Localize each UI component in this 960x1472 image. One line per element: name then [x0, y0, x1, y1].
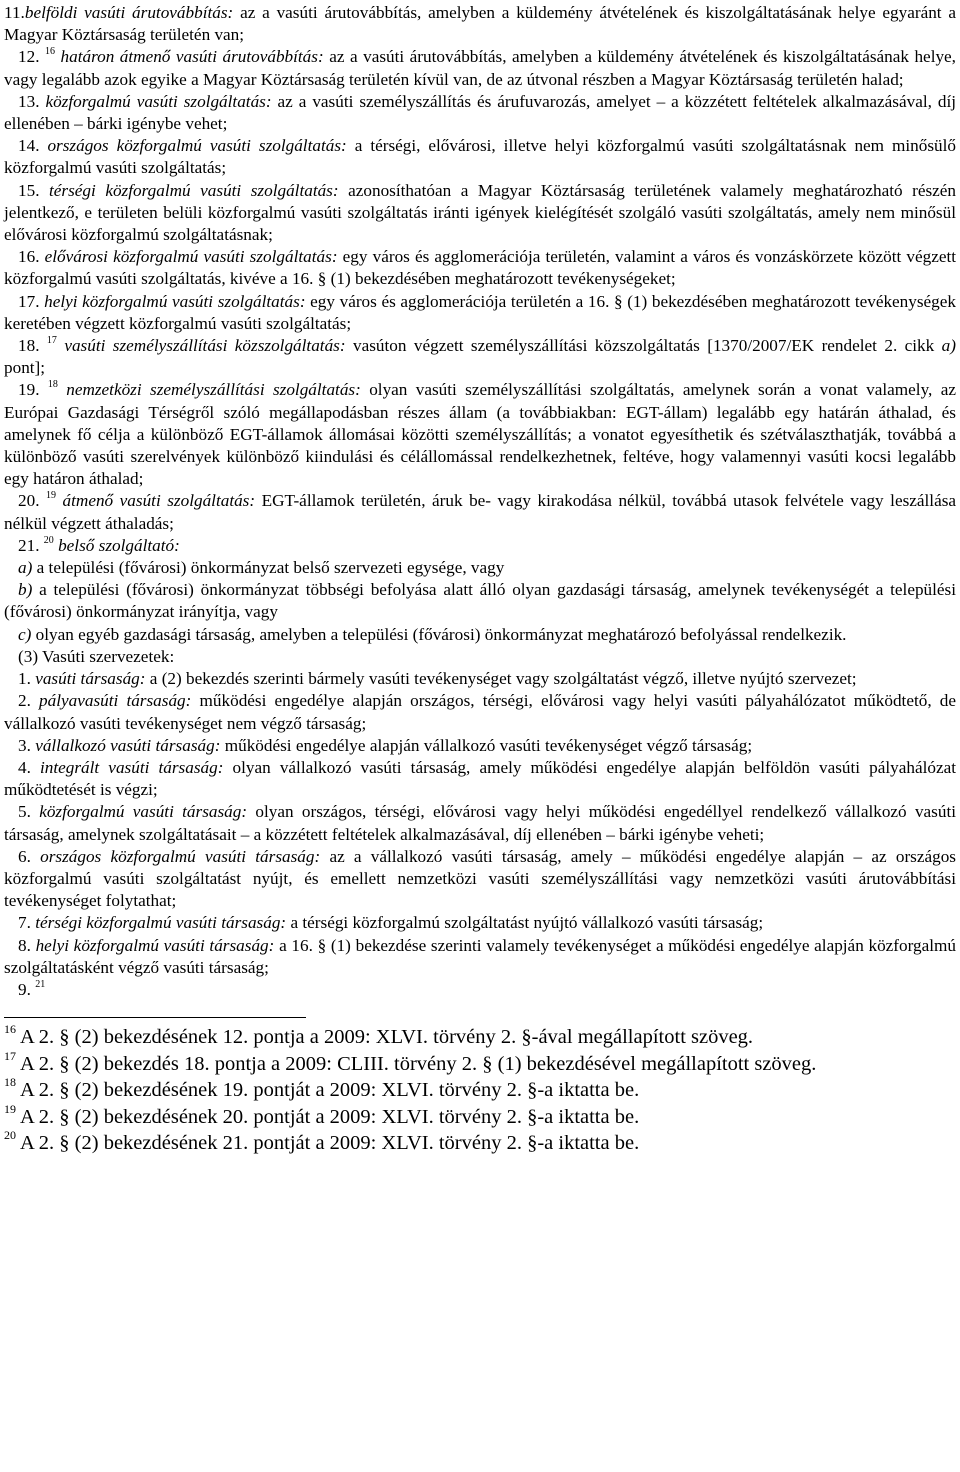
item-term: belső szolgáltató:	[53, 535, 180, 555]
item-text: az a vasúti árutovábbítás, amelyben a küldemény átvételének és kiszolgáltatásának helye, vagy legalább azok egyike a Magyar Köztársaság területén kívül van, de az útvonal részben a Magyar Köztársaság területén halad;	[4, 47, 956, 89]
item-number: 7.	[18, 913, 31, 933]
footnote-number: 20	[4, 1128, 16, 1143]
item-text: működési engedélye alapján országos, térségi, elővárosi vagy helyi vasúti pályahálózatot működtető, de vállalkozó vasúti tevékenységet nem végző társaság;	[4, 691, 956, 733]
item-text: (3) Vasúti szervezetek:	[18, 646, 175, 666]
footnote	[4, 1130, 956, 1157]
item-term: helyi közforgalmú vasúti szolgáltatás:	[39, 291, 306, 311]
definition-item	[4, 291, 956, 335]
item-number: 13.	[18, 91, 40, 111]
footnote-number: 18	[4, 1075, 16, 1090]
item-term: pályavasúti társaság:	[30, 691, 192, 711]
footnote	[4, 1048, 956, 1078]
item-number: 8.	[18, 935, 31, 955]
item-number: 2.	[18, 691, 31, 711]
item-number: 5.	[18, 802, 31, 822]
item-term: vasúti társaság:	[30, 669, 146, 689]
item-text: EGT-államok területén, áruk be- vagy kirakodása nélkül, továbbá utasok felvétele vagy leszállása nélkül végzett áthaladás;	[4, 491, 957, 533]
item-term: elővárosi közforgalmú vasúti szolgáltatás:	[39, 247, 338, 267]
definition-item	[4, 379, 956, 490]
item-text: egy város és agglomerációja területén a 16. § (1) bekezdésében meghatározott tevékenységek keretében végzett közforgalmú vasúti szolgáltatás;	[4, 291, 956, 333]
item-text: olyan egyéb gazdasági társaság, amelyben a települési (fővárosi) önkormányzat meghatározó befolyással rendelkezik.	[31, 624, 847, 644]
definition-item	[4, 801, 956, 845]
definition-item	[4, 624, 956, 646]
item-number: 9.	[18, 979, 31, 999]
item-term: a)	[18, 558, 33, 578]
item-term: közforgalmú vasúti szolgáltatás:	[39, 91, 272, 111]
definition-item	[4, 535, 956, 557]
item-number: 21.	[18, 535, 40, 555]
item-number: 14.	[18, 136, 40, 156]
footnote-ref: 16	[45, 46, 55, 58]
item-term: c)	[18, 624, 32, 644]
footnote-ref: 17	[46, 335, 57, 347]
footnote-text: A 2. § (2) bekezdésének 20. pontját a 2009: XLVI. törvény 2. §-a iktatta be.	[16, 1105, 640, 1128]
item-text: az a vállalkozó vasúti társaság, amely – működési engedélye alapján – az országos közforgalmú vasúti szolgáltatást nyújt, és emellett nemzetközi vasúti személyszállítási vagy nemzetközi vasúti árutovábbítási tevékenységet folytathat;	[4, 846, 956, 911]
footnote-ref: 20	[43, 534, 54, 546]
item-term: integrált vasúti társaság:	[30, 757, 224, 777]
item-text: az a vasúti személyszállítás és árufuvarozás, amelyet – a közzétett feltételek alkalmazásával, díj ellenében – bárki igénybe vehet;	[4, 91, 956, 134]
item-term: vasúti személyszállítási közszolgáltatás:	[56, 336, 346, 356]
definition-item	[4, 180, 956, 247]
item-text: a 16. § (1) bekezdése szerinti valamely tevékenységet a működési engedélye alapján közforgalmú szolgáltatásként végző vasúti társaság;	[4, 935, 956, 977]
item-text: olyan országos, térségi, elővárosi vagy helyi működési engedéllyel rendelkező vállalkozó vasúti társaság, amelynek szolgáltatásait – a közzétett feltételek alkalmazásával, díj ellenében – bárki igénybe veheti;	[4, 802, 957, 844]
item-number: 18.	[18, 336, 40, 356]
item-number: 17.	[18, 291, 40, 311]
definition-item	[4, 490, 956, 534]
item-text: azonosíthatóan a Magyar Köztársaság területének valamely meghatározható részén jelentkező, e területen belüli közforgalmú vasúti szolgáltatás iránti igények kielégítését szolgáló vasúti szolgáltatás, amely nem minősül elővárosi közforgalmú szolgáltatásnak;	[4, 180, 956, 245]
item-term: határon átmenő vasúti árutovábbítás:	[55, 47, 324, 67]
item-term: térségi közforgalmú vasúti szolgáltatás:	[39, 180, 339, 200]
item-term: belföldi vasúti árutovábbítás:	[24, 3, 234, 22]
item-number: 3.	[18, 735, 31, 755]
definition-item	[4, 2, 956, 46]
item-text: a (2) bekezdés szerinti bármely vasúti tevékenységet vagy szolgáltatást végző, illetve nyújtó szervezet;	[145, 669, 857, 689]
item-term: közforgalmú vasúti társaság:	[30, 802, 248, 822]
item-text: vasúton végzett személyszállítási közszolgáltatás [1370/2007/EK rendelet 2. cikk	[345, 336, 942, 356]
footnote-separator	[4, 1017, 306, 1018]
item-term: vállalkozó vasúti társaság:	[30, 735, 221, 755]
definition-item	[4, 979, 956, 1001]
definition-item	[4, 135, 956, 179]
footnote-text: A 2. § (2) bekezdésének 12. pontja a 2009: XLVI. törvény 2. §-ával megállapított szöveg.	[16, 1026, 754, 1049]
footnote	[4, 1024, 956, 1051]
definition-item	[4, 557, 956, 579]
definition-item	[4, 668, 956, 690]
item-number: 20.	[18, 491, 40, 511]
footnote-text: A 2. § (2) bekezdésének 19. pontját a 2009: XLVI. törvény 2. §-a iktatta be.	[16, 1079, 640, 1102]
definition-item	[4, 335, 956, 379]
item-number: 11.	[4, 3, 25, 22]
item-number: 15.	[18, 180, 40, 200]
footnote	[4, 1101, 956, 1131]
footnote-number: 19	[4, 1101, 16, 1116]
footnote-text: A 2. § (2) bekezdésének 21. pontját a 2009: XLVI. törvény 2. §-a iktatta be.	[16, 1132, 640, 1155]
item-text: egy város és agglomerációja területén, valamint a város és vonzáskörzete között végzett közforgalmú vasúti szolgáltatás, kivéve a 16. § (1) bekezdésében meghatározott tevékenységeket;	[4, 247, 956, 289]
item-text: működési engedélye alapján vállalkozó vasúti tevékenységet végző társaság;	[220, 735, 753, 755]
item-number: 19.	[18, 380, 40, 400]
definition-item	[4, 579, 956, 623]
item-term: országos közforgalmú vasúti szolgáltatás:	[39, 136, 347, 156]
item-text: a térségi közforgalmú szolgáltatást nyújtó vállalkozó vasúti társaság;	[286, 913, 764, 933]
item-number: 4.	[18, 757, 31, 777]
footnote-ref: 19	[46, 490, 57, 502]
item-text: a térségi, elővárosi, illetve helyi közforgalmú vasúti szolgáltatásnak nem minősülő közforgalmú vasúti szolgáltatás;	[4, 136, 956, 178]
definition-item	[4, 846, 956, 913]
item-text: a települési (fővárosi) önkormányzat többségi befolyása alatt álló olyan gazdasági társaság, amelynek tevékenységét a települési (fővárosi) önkormányzat irányítja, vagy	[4, 580, 956, 622]
footnote-number: 17	[4, 1048, 16, 1063]
footnote-ref: 21	[35, 978, 46, 990]
definition-item	[4, 646, 956, 668]
item-text: pont];	[4, 358, 46, 378]
item-number: 6.	[18, 846, 31, 866]
definition-item	[4, 246, 956, 290]
definition-item	[4, 690, 956, 734]
item-text: az a vasúti árutovábbítás, amelyben a küldemény átvételének és kiszolgáltatásának helye egyaránt a Magyar Köztársaság területén van;	[4, 3, 957, 45]
item-term: átmenő vasúti szolgáltatás:	[56, 491, 256, 511]
item-term: nemzetközi személyszállítási szolgáltatás:	[57, 380, 361, 400]
item-term: a)	[941, 336, 956, 356]
item-term: b)	[18, 580, 33, 600]
definition-item	[4, 735, 956, 757]
item-text: olyan vasúti személyszállítási szolgáltatás, amelynek során a vonat valamely, az Európai Gazdasági Térségről szóló megállapodásban részes állam (a továbbiakban: EGT-állam) legalább egy határán áthalad, és amelynek fő célja a különböző EGT-államok állomásai közötti személyszállítás; a vonatot egyesíthetik és szétválaszthatják, továbbá a különböző vasúti szerelvények különböző kiindulási és célállomással rendelkezhetnek, feltéve, hogy valamennyi vasúti kocsi legalább egy határon áthalad;	[4, 380, 956, 489]
footnote	[4, 1077, 956, 1104]
footnote-ref: 18	[47, 379, 58, 391]
definition-item	[4, 935, 956, 979]
item-text: olyan vállalkozó vasúti társaság, amely működési engedélye alapján belföldön vasúti pályahálózat működtetését is végzi;	[4, 757, 956, 800]
item-text: a települési (fővárosi) önkormányzat belső szervezeti egysége, vagy	[32, 558, 505, 578]
item-number: 12.	[18, 47, 40, 67]
item-term: térségi közforgalmú vasúti társaság:	[30, 913, 287, 933]
definition-item	[4, 912, 956, 934]
footnote-number: 16	[4, 1022, 16, 1037]
definition-item	[4, 46, 956, 90]
item-number: 1.	[18, 669, 31, 689]
document-body	[4, 2, 956, 1001]
item-term: helyi közforgalmú vasúti társaság:	[30, 935, 275, 955]
footnotes	[4, 1024, 956, 1157]
definition-item	[4, 91, 956, 135]
item-term: országos közforgalmú vasúti társaság:	[30, 846, 321, 866]
definition-item	[4, 757, 956, 801]
item-number: 16.	[18, 247, 40, 267]
footnote-text: A 2. § (2) bekezdés 18. pontja a 2009: CLIII. törvény 2. § (1) bekezdésével megállapított szöveg.	[16, 1052, 817, 1075]
